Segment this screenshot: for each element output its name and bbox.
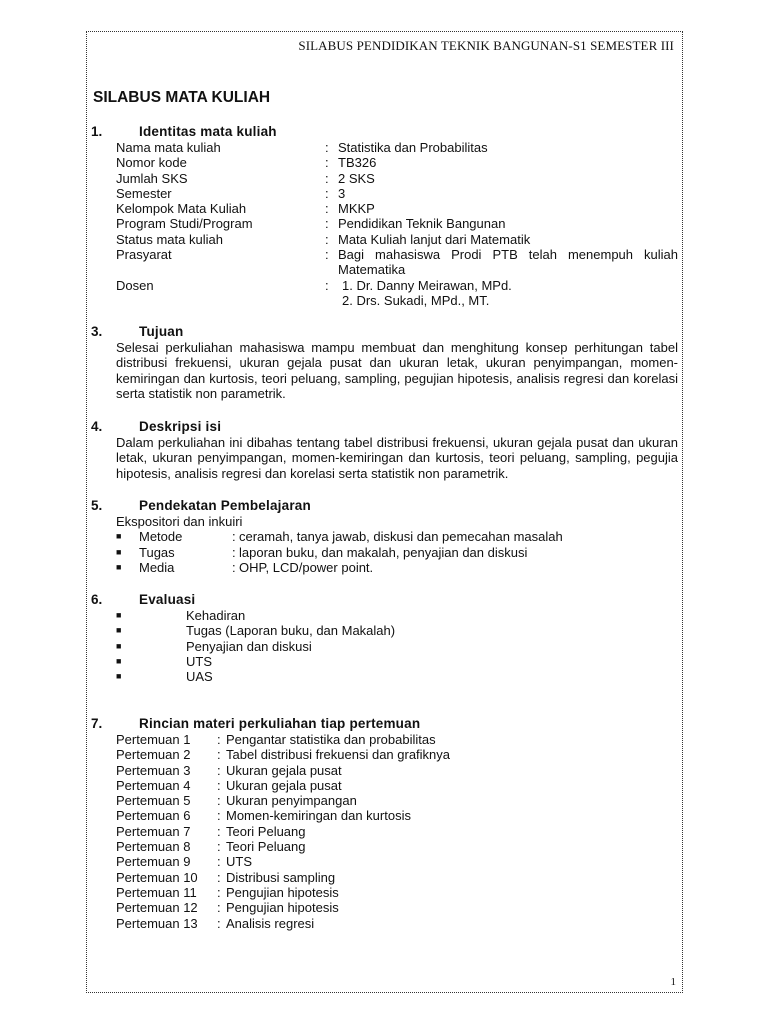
meeting-row [116,854,678,869]
colon: : [325,277,329,293]
section-deskripsi [91,419,678,481]
colon: : [325,216,329,232]
colon: : [232,544,236,560]
list-item [116,529,678,544]
identity-label: Status mata kuliah [116,231,223,247]
colon: : [325,170,329,186]
colon: : [217,732,221,747]
identity-value: 2 SKS [338,170,375,186]
identity-label: Program Studi/Program [116,216,253,232]
section-heading [91,419,678,435]
meeting-row [116,732,678,747]
bullet-icon: ■ [116,625,122,636]
meeting-row [116,778,678,793]
identity-label: Dosen [116,277,154,293]
identity-label: Jumlah SKS [116,170,188,186]
section-heading [91,498,678,514]
identity-label: Semester [116,185,172,201]
identity-value: Pendidikan Teknik Bangunan [338,216,506,232]
colon: : [217,762,221,778]
item-value: laporan buku, dan makalah, penyajian dan diskusi [239,544,528,560]
page-number: 1 [670,976,676,988]
section-number: 1. [91,124,103,139]
section-heading [91,592,678,608]
section-paragraph: Dalam perkuliahan ini dibahas tentang tabel distribusi frekuensi, ukuran gejala pusat dan ukuran letak, ukuran penyimpangan, momen-kemiringan dan kurtosis, teori peluang, sampling, pegujia hipotesis, analisis regresi dan korelasi serta statistik non parametrik. [116,435,678,481]
meeting-row [116,870,678,885]
colon: : [217,777,221,793]
section-number: 6. [91,592,103,607]
evaluation-list [91,608,678,684]
meeting-label: Pertemuan 10 [116,869,198,885]
section-heading [91,324,678,340]
document-title: SILABUS MATA KULIAH [93,89,271,106]
section-rincian [91,716,678,931]
meeting-row [116,885,678,900]
section-title: Evaluasi [139,592,196,607]
identity-table [91,140,678,308]
list-item [116,545,678,560]
colon: : [232,559,236,575]
meeting-topic: UTS [226,854,252,870]
meeting-row [116,839,678,854]
evaluation-item: Kehadiran [186,608,246,623]
list-item [116,654,678,669]
meeting-topic: Ukuran gejala pusat [226,777,342,793]
identity-value: Mata Kuliah lanjut dari Matematik [338,231,531,247]
meeting-topic: Ukuran gejala pusat [226,762,342,778]
list-item [116,623,678,638]
section-number: 4. [91,419,103,434]
section-title: Identitas mata kuliah [139,124,277,139]
bullet-icon: ■ [116,671,122,682]
bullet-icon: ■ [116,610,122,620]
section-heading [91,124,678,140]
colon: : [217,884,221,900]
meeting-row [116,763,678,778]
evaluation-item: UAS [186,669,213,685]
meeting-row [116,824,678,839]
meeting-row [116,747,678,762]
colon: : [232,529,236,545]
item-value: OHP, LCD/power point. [239,559,374,575]
bullet-icon: ■ [116,531,122,542]
identity-label: Nama mata kuliah [116,140,221,155]
evaluation-item: Tugas (Laporan buku, dan Makalah) [186,623,396,639]
colon: : [217,793,221,809]
section-title: Rincian materi perkuliahan tiap pertemuan [139,716,421,731]
colon: : [325,155,329,171]
item-value: ceramah, tanya jawab, diskusi dan pemecahan masalah [239,529,563,545]
section-heading [91,716,678,732]
colon: : [325,140,329,155]
meeting-label: Pertemuan 13 [116,915,198,931]
list-item [116,608,678,623]
identity-row-dosen [116,293,678,308]
colon: : [217,823,221,839]
colon: : [325,247,329,263]
colon: : [217,869,221,885]
identity-row [116,247,678,278]
bullet-icon: ■ [116,655,122,666]
section-evaluasi [91,592,678,684]
identity-row [116,171,678,186]
page-frame [86,31,683,993]
meeting-topic: Pengantar statistika dan probabilitas [226,732,436,747]
meeting-label: Pertemuan 4 [116,777,191,793]
identity-row [116,201,678,216]
identity-value: 3 [338,185,346,201]
approach-intro: Ekspositori dan inkuiri [116,514,243,529]
section-title: Pendekatan Pembelajaran [139,498,311,513]
meeting-topic: Momen-kemiringan dan kurtosis [226,808,411,824]
meeting-topic: Pengujian hipotesis [226,884,339,900]
meeting-list [91,732,678,931]
identity-label: Prasyarat [116,247,172,263]
evaluation-item: Penyajian dan diskusi [186,638,312,654]
meeting-label: Pertemuan 9 [116,854,191,870]
evaluation-item: UTS [186,653,212,669]
identity-value: Statistika dan Probabilitas [338,140,488,155]
meeting-topic: Teori Peluang [226,823,306,839]
list-item [116,560,678,575]
meeting-topic: Tabel distribusi frekuensi dan grafiknya [226,747,451,763]
identity-label: Kelompok Mata Kuliah [116,201,247,217]
approach-list [91,514,678,575]
section-title: Tujuan [139,324,184,339]
running-header: SILABUS PENDIDIKAN TEKNIK BANGUNAN-S1 SEMESTER III [298,38,674,53]
identity-value: MKKP [338,201,375,217]
colon: : [217,747,221,763]
item-label: Media [139,559,175,575]
section-identitas [91,124,678,308]
colon: : [217,854,221,870]
section-paragraph: Selesai perkuliahan mahasiswa mampu membuat dan menghitung konsep perhitungan tabel distribusi frekuensi, ukuran gejala pusat dan ukuran letak, ukuran penyimpangan, momen-kemiringan dan kurtosis, teori peluang, sampling, pegujian hipotesis, analisis regresi dan korelasi serta statistik non parametrik. [116,340,678,401]
section-pendekatan [91,498,678,575]
colon: : [325,185,329,201]
meeting-row [116,793,678,808]
section-number: 7. [91,716,103,731]
colon: : [217,900,221,916]
identity-value: Bagi mahasiswa Prodi PTB telah menempuh kuliah Matematika [338,247,678,278]
identity-value: TB326 [338,155,377,171]
item-label: Metode [139,529,183,545]
meeting-topic: Teori Peluang [226,839,306,855]
section-tujuan [91,324,678,401]
section-number: 5. [91,498,103,513]
section-number: 3. [91,324,103,339]
bullet-icon: ■ [116,561,122,572]
meeting-topic: Distribusi sampling [226,869,336,885]
meeting-label: Pertemuan 6 [116,808,191,824]
list-item [116,639,678,654]
identity-row [116,232,678,247]
bullet-icon: ■ [116,546,122,557]
meeting-label: Pertemuan 3 [116,762,191,778]
identity-row [116,216,678,231]
list-item [116,669,678,684]
colon: : [217,915,221,931]
identity-row [116,140,678,155]
meeting-row [116,808,678,823]
meeting-topic: Pengujian hipotesis [226,900,339,916]
bullet-icon: ■ [116,640,122,651]
meeting-topic: Analisis regresi [226,915,315,931]
meeting-label: Pertemuan 5 [116,793,191,809]
meeting-row [116,900,678,915]
meeting-label: Pertemuan 2 [116,747,191,763]
identity-label: Nomor kode [116,155,187,171]
meeting-label: Pertemuan 1 [116,732,191,747]
meeting-label: Pertemuan 8 [116,839,191,855]
lecturer-name: 2. Drs. Sukadi, MPd., MT. [342,292,490,308]
colon: : [325,231,329,247]
meeting-label: Pertemuan 11 [116,884,197,900]
identity-row [116,186,678,201]
colon: : [325,201,329,217]
identity-row [116,155,678,170]
meeting-label: Pertemuan 12 [116,900,198,916]
lecturer-name: 1. Dr. Danny Meirawan, MPd. [342,277,512,293]
colon: : [217,839,221,855]
identity-row-dosen [116,278,678,293]
item-label: Tugas [139,544,175,560]
colon: : [217,808,221,824]
meeting-topic: Ukuran penyimpangan [226,793,357,809]
section-title: Deskripsi isi [139,419,222,434]
meeting-label: Pertemuan 7 [116,823,191,839]
meeting-row [116,916,678,931]
